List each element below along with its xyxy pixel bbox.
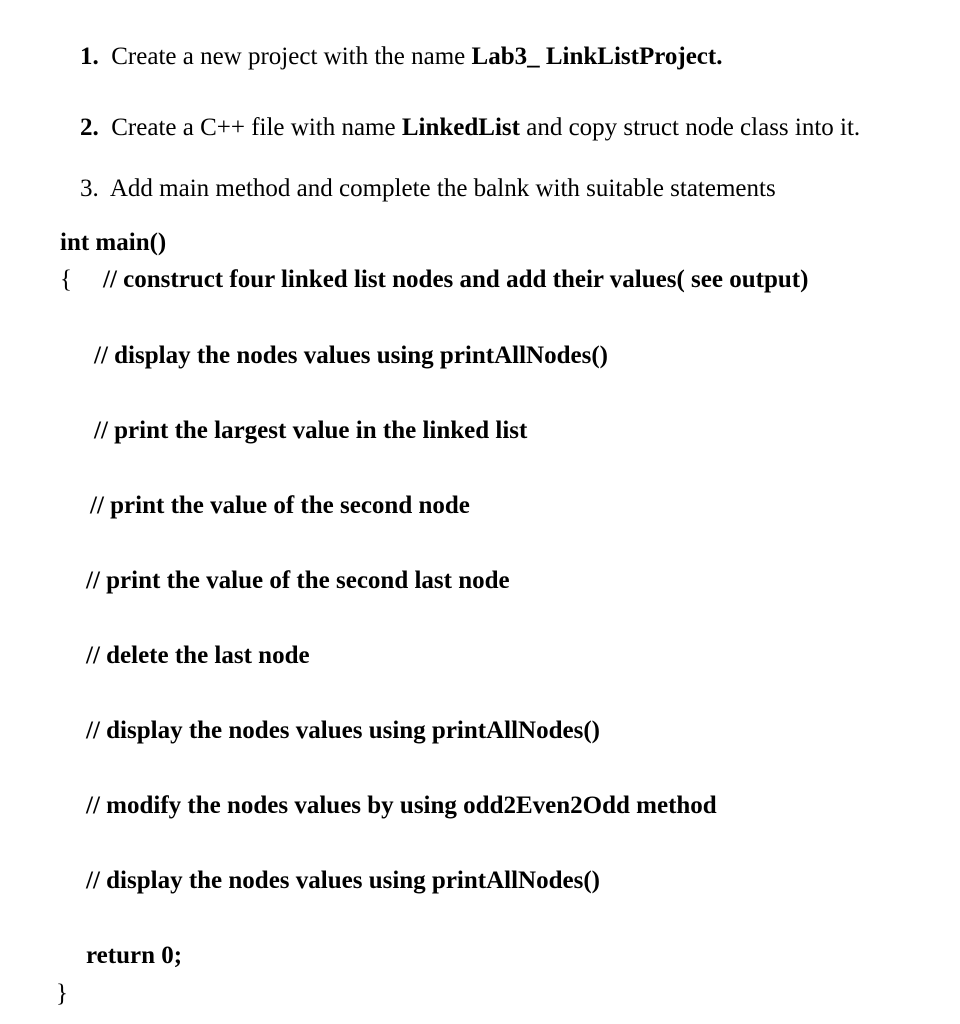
comment-construct-nodes: // construct four linked list nodes and add their values( see output) — [103, 266, 809, 293]
step-2-number: 2. — [80, 114, 99, 141]
main-signature: int main() — [60, 229, 167, 256]
step-2-text: Create a C++ file with name — [111, 114, 402, 141]
step-3-number: 3. — [80, 175, 99, 202]
comment-display-nodes-3: // display the nodes values using printAllNodes() — [86, 867, 600, 894]
comment-print-second-last: // print the value of the second last node — [86, 567, 510, 594]
comment-print-largest: // print the largest value in the linked list — [94, 417, 528, 444]
comment-display-nodes-1: // display the nodes values using printAllNodes() — [94, 342, 608, 369]
step-2-text-after: and copy struct node class into it. — [519, 114, 861, 141]
step-1-project-name: Lab3_ LinkListProject. — [471, 43, 723, 70]
step-3-text: Add main method and complete the balnk with suitable statements — [109, 175, 776, 202]
close-brace: } — [56, 980, 68, 1007]
open-brace: { — [60, 266, 72, 293]
comment-delete-last: // delete the last node — [86, 642, 310, 669]
step-1-text: Create a new project with the name — [111, 43, 472, 70]
comment-print-second-node: // print the value of the second node — [90, 492, 470, 519]
step-1 — [80, 44, 722, 69]
step-3 — [80, 176, 776, 201]
comment-display-nodes-2: // display the nodes values using printAllNodes() — [86, 717, 600, 744]
step-2-file-name: LinkedList — [401, 114, 520, 141]
step-2 — [80, 115, 860, 140]
step-1-number: 1. — [80, 43, 99, 70]
return-statement: return 0; — [86, 942, 183, 969]
comment-modify-odd2even2odd: // modify the nodes values by using odd2Even2Odd method — [86, 792, 717, 819]
